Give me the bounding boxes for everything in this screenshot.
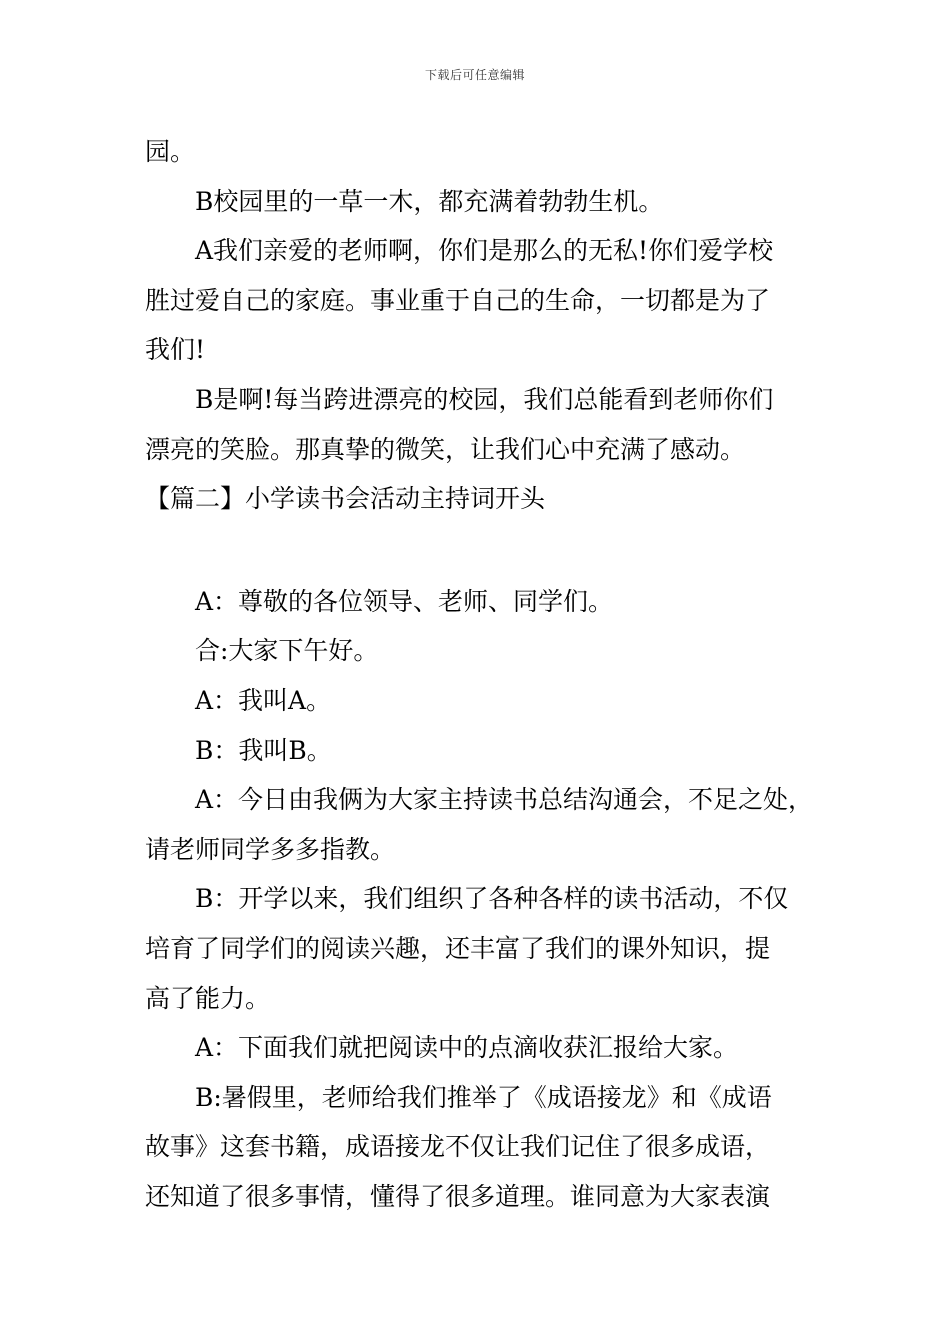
text-line: 还知道了很多事情，懂得了很多道理。谁同意为大家表演 bbox=[145, 1181, 771, 1211]
text-line: A我们亲爱的老师啊，你们是那么的无私!你们爱学校 bbox=[195, 236, 774, 266]
section-heading: 【篇二】小学读书会活动主持词开头 bbox=[145, 484, 546, 514]
text-line: 高了能力。 bbox=[145, 983, 271, 1013]
text-line: 合:大家下午好。 bbox=[195, 636, 379, 666]
text-line: A：尊敬的各位领导、老师、同学们。 bbox=[195, 586, 614, 616]
text-line: 园。 bbox=[145, 137, 196, 166]
text-line: B校园里的一草一木，都充满着勃勃生机。 bbox=[195, 186, 664, 216]
text-line: A：下面我们就把阅读中的点滴收获汇报给大家。 bbox=[195, 1033, 739, 1063]
text-line: A：今日由我俩为大家主持读书总结沟通会，不足之处， bbox=[195, 785, 814, 815]
text-line: B是啊!每当跨进漂亮的校园，我们总能看到老师你们 bbox=[195, 384, 774, 414]
text-line: B：我叫B。 bbox=[195, 735, 332, 765]
text-line: B:暑假里，老师给我们推举了《成语接龙》和《成语 bbox=[195, 1082, 772, 1112]
text-line: 我们! bbox=[145, 335, 206, 365]
text-line: 故事》这套书籍，成语接龙不仅让我们记住了很多成语， bbox=[145, 1132, 771, 1162]
text-line: A：我叫A。 bbox=[195, 685, 332, 715]
document-body bbox=[145, 127, 817, 1221]
text-line: B：开学以来，我们组织了各种各样的读书活动，不仅 bbox=[195, 884, 789, 914]
text-line: 胜过爱自己的家庭。事业重于自己的生命，一切都是为了 bbox=[145, 285, 771, 315]
blank-line bbox=[145, 524, 817, 577]
text-line: 漂亮的笑脸。那真挚的微笑，让我们心中充满了感动。 bbox=[145, 434, 746, 464]
page-header-note: 下载后可任意编辑 bbox=[424, 68, 525, 82]
text-line: 培育了同学们的阅读兴趣，还丰富了我们的课外知识，提 bbox=[145, 933, 771, 963]
text-line: 请老师同学多多指教。 bbox=[145, 834, 396, 864]
